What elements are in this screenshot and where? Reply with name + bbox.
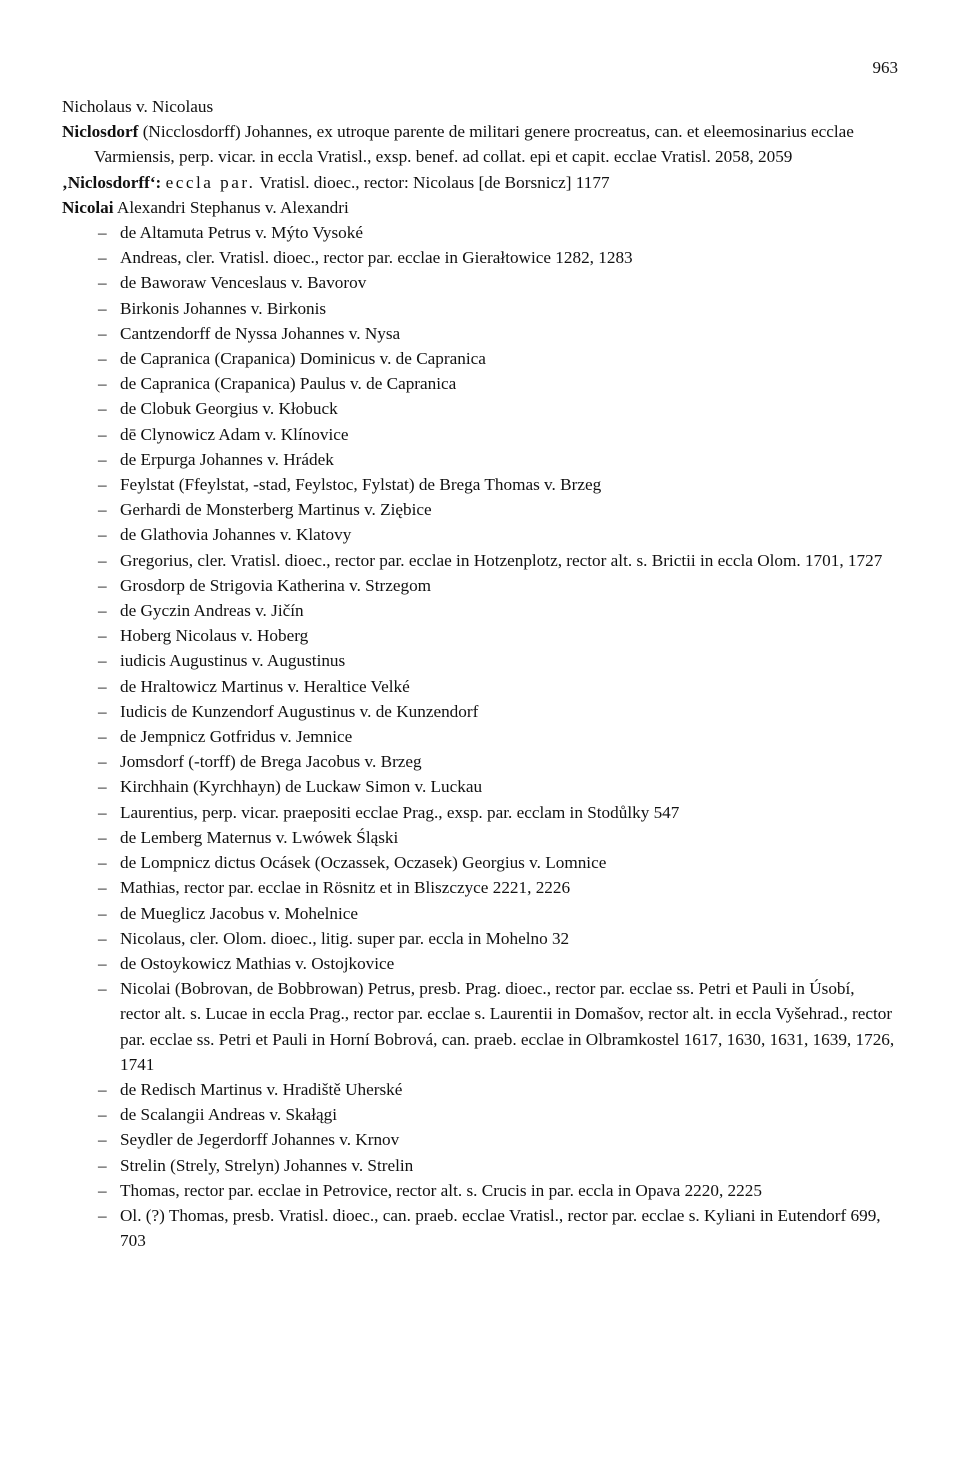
subentry: – Seydler de Jegerdorff Johannes v. Krnov	[62, 1127, 896, 1152]
subentry: – de Scalangii Andreas v. Skałągi	[62, 1102, 896, 1127]
entry-spaced-text: eccla par.	[165, 172, 256, 192]
entry-headword: Niclosdorf	[62, 122, 139, 142]
entry-text: Alexandri Stephanus v. Alexandri	[113, 197, 349, 217]
entry-headword: Nicolai	[62, 197, 114, 217]
subentry: – Ol. (?) Thomas, presb. Vratisl. dioec., can. praeb. ecclae Vratisl., rector par. ecclae s. Kyliani in Eutendorf 699, 703	[62, 1203, 896, 1253]
subentry: – de Ostoykowicz Mathias v. Ostojkovice	[62, 951, 896, 976]
subentry: – de Erpurga Johannes v. Hrádek	[62, 447, 896, 472]
subentry: – Hoberg Nicolaus v. Hoberg	[62, 623, 896, 648]
subentry: – de Capranica (Crapanica) Paulus v. de Capranica	[62, 371, 896, 396]
subentry: – de Glathovia Johannes v. Klatovy	[62, 522, 896, 547]
subentry: – de Mueglicz Jacobus v. Mohelnice	[62, 901, 896, 926]
subentry: – Feylstat (Ffeylstat, -stad, Feylstoc, Fylstat) de Brega Thomas v. Brzeg	[62, 472, 896, 497]
subentry: – de Lompnicz dictus Ocásek (Oczassek, Oczasek) Georgius v. Lomnice	[62, 850, 896, 875]
subentry: – de Lemberg Maternus v. Lwówek Śląski	[62, 825, 896, 850]
subentry: – Mathias, rector par. ecclae in Rösnitz et in Bliszczyce 2221, 2226	[62, 875, 896, 900]
index-entry-nicholaus	[62, 94, 896, 119]
subentry: – Thomas, rector par. ecclae in Petrovice, rector alt. s. Crucis in par. eccla in Opava 2220, 2225	[62, 1178, 896, 1203]
index-entry-niclosdorff-place	[62, 170, 896, 195]
subentry: – Gerhardi de Monsterberg Martinus v. Ziębice	[62, 497, 896, 522]
subentry: – de Redisch Martinus v. Hradiště Uherské	[62, 1077, 896, 1102]
subentry: – de Baworaw Venceslaus v. Bavorov	[62, 270, 896, 295]
subentry: – de Altamuta Petrus v. Mýto Vysoké	[62, 220, 896, 245]
index-content	[62, 94, 896, 1253]
subentry: – Andreas, cler. Vratisl. dioec., rector par. ecclae in Gierałtowice 1282, 1283	[62, 245, 896, 270]
subentry: – Nicolaus, cler. Olom. dioec., litig. super par. eccla in Mohelno 32	[62, 926, 896, 951]
subentry: – de Capranica (Crapanica) Dominicus v. de Capranica	[62, 346, 896, 371]
subentry: – Gregorius, cler. Vratisl. dioec., rector par. ecclae in Hotzenplotz, rector alt. s. Brictii in eccla Olom. 1701, 1727	[62, 548, 896, 573]
subentry-list	[62, 220, 896, 1253]
subentry: – Kirchhain (Kyrchhayn) de Luckaw Simon v. Luckau	[62, 774, 896, 799]
subentry: – de Gyczin Andreas v. Jičín	[62, 598, 896, 623]
entry-text: Vratisl. dioec., rector: Nicolaus [de Borsnicz] 1177	[255, 172, 610, 192]
entry-text: Nicholaus v. Nicolaus	[62, 97, 214, 116]
subentry: – iudicis Augustinus v. Augustinus	[62, 648, 896, 673]
subentry: – Iudicis de Kunzendorf Augustinus v. de Kunzendorf	[62, 699, 896, 724]
subentry: – Birkonis Johannes v. Birkonis	[62, 296, 896, 321]
index-entry-nicolai	[62, 195, 896, 220]
subentry: – de Jempnicz Gotfridus v. Jemnice	[62, 724, 896, 749]
subentry: – Grosdorp de Strigovia Katherina v. Strzegom	[62, 573, 896, 598]
subentry: – Laurentius, perp. vicar. praepositi ecclae Prag., exsp. par. ecclam in Stodůlky 547	[62, 800, 896, 825]
subentry: – Cantzendorff de Nyssa Johannes v. Nysa	[62, 321, 896, 346]
page-number: 963	[872, 58, 898, 77]
entry-text: (Nicclosdorff) Johannes, ex utroque parente de militari genere procreatus, can. et eleemosinarius ecclae Varmiensis, perp. vicar. in eccla Vratisl., exsp. benef. ad collat. epi et capit. ecclae Vratisl. 2058, 2059	[94, 122, 854, 167]
subentry: – de Clobuk Georgius v. Kłobuck	[62, 396, 896, 421]
entry-headword: ‚Niclosdorff‘:	[62, 172, 162, 192]
subentry: – Jomsdorf (-torff) de Brega Jacobus v. Brzeg	[62, 749, 896, 774]
index-entry-niclosdorf	[62, 119, 896, 169]
subentry: – Nicolai (Bobrovan, de Bobbrowan) Petrus, presb. Prag. dioec., rector par. ecclae ss. Petri et Pauli in Úsobí, rector alt. s. Lucae in eccla Prag., rector par. ecclae s. Laurentii in Domašov, rector alt. in eccla Vyšehrad., rector par. ecclae ss. Petri et Pauli in Horní Bobrová, can. praeb. ecclae in Olbramkostel 1617, 1630, 1631, 1639, 1726, 1741	[62, 976, 896, 1077]
subentry: – de Hraltowicz Martinus v. Heraltice Velké	[62, 674, 896, 699]
subentry: – Strelin (Strely, Strelyn) Johannes v. Strelin	[62, 1153, 896, 1178]
subentry: – dē Clynowicz Adam v. Klínovice	[62, 422, 896, 447]
